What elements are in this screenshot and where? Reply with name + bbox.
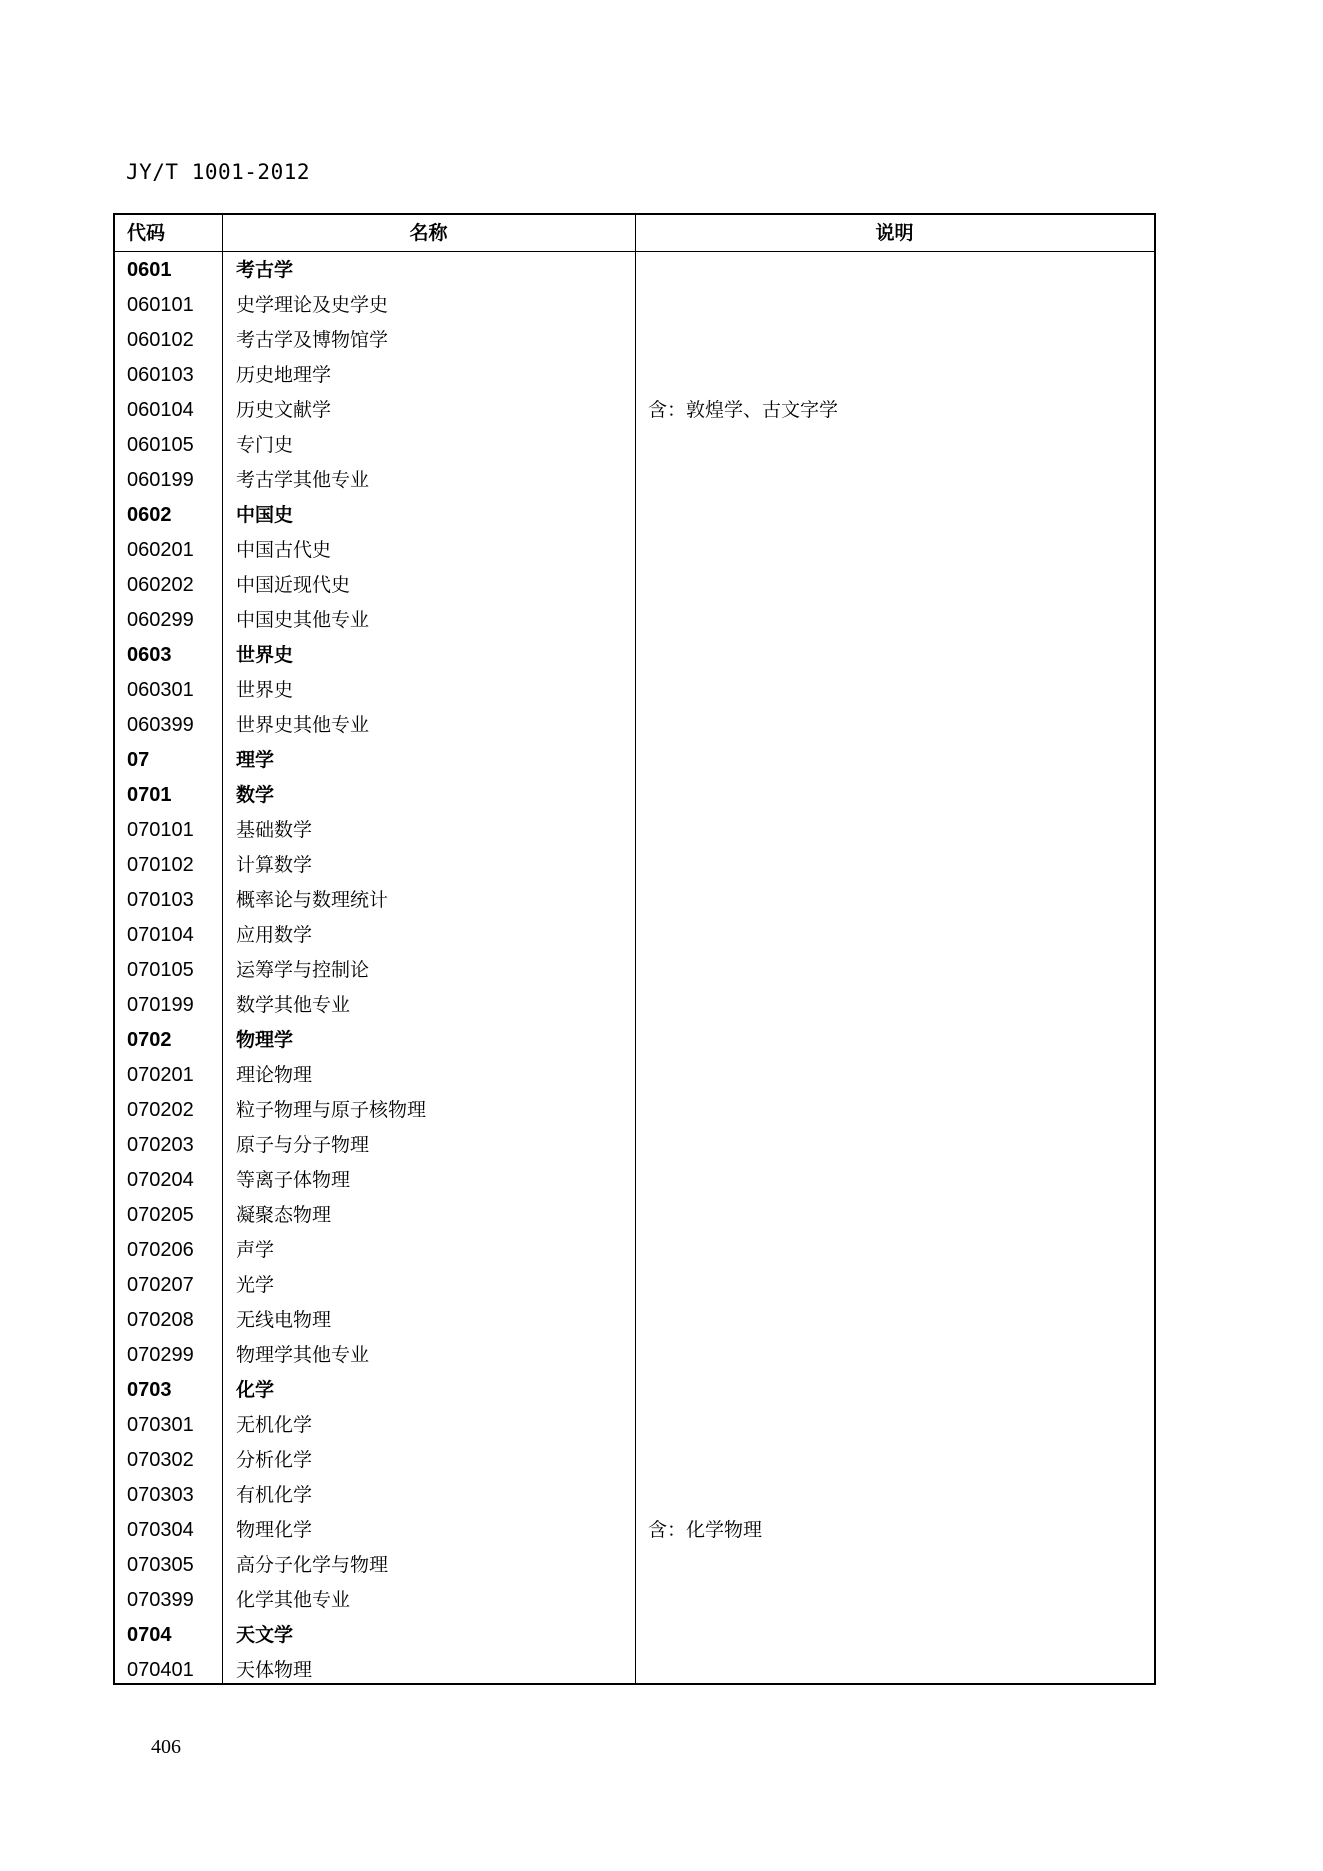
table-row [115,603,1154,638]
table-row [115,1478,1154,1513]
row-name: 基础数学 [236,819,313,841]
table-row [115,1058,1154,1093]
row-name: 史学理论及史学史 [236,294,389,316]
row-name: 等离子体物理 [236,1169,351,1191]
page-number: 406 [151,1736,181,1758]
row-name: 世界史 [236,644,294,666]
table-row [115,498,1154,533]
table-row [115,778,1154,813]
table-row [115,918,1154,953]
table-row [115,1653,1154,1688]
header-divider [115,251,1154,252]
table-row [115,568,1154,603]
row-code: 060103 [127,364,194,386]
row-name: 粒子物理与原子核物理 [236,1099,427,1121]
row-name: 概率论与数理统计 [236,889,389,911]
row-code: 070301 [127,1414,194,1436]
row-code: 070401 [127,1659,194,1681]
table-row [115,1233,1154,1268]
table-row [115,1128,1154,1163]
row-name: 理学 [236,749,275,771]
row-code: 070207 [127,1274,194,1296]
row-code: 0704 [127,1624,172,1646]
discipline-code-table [113,213,1156,1685]
row-code: 060101 [127,294,194,316]
table-row [115,673,1154,708]
row-code: 060399 [127,714,194,736]
row-code: 0602 [127,504,172,526]
row-name: 中国近现代史 [236,574,351,596]
row-code: 070202 [127,1099,194,1121]
column-header-note: 说明 [875,222,914,244]
table-row [115,253,1154,288]
row-code: 070199 [127,994,194,1016]
row-code: 060199 [127,469,194,491]
row-name: 数学 [236,784,275,806]
row-code: 07 [127,749,150,771]
table-row [115,883,1154,918]
row-code: 060301 [127,679,194,701]
row-name: 世界史其他专业 [236,714,370,736]
row-name: 考古学及博物馆学 [236,329,389,351]
table-row [115,1093,1154,1128]
row-name: 数学其他专业 [236,994,351,1016]
row-code: 070204 [127,1169,194,1191]
row-name: 凝聚态物理 [236,1204,332,1226]
table-row [115,1583,1154,1618]
row-note: 含：化学物理 [648,1519,763,1541]
row-name: 物理学其他专业 [236,1344,370,1366]
row-name: 应用数学 [236,924,313,946]
row-name: 化学 [236,1379,275,1401]
row-code: 070103 [127,889,194,911]
column-header-name: 名称 [409,222,448,244]
table-row [115,638,1154,673]
row-code: 070201 [127,1064,194,1086]
row-name: 中国史 [236,504,294,526]
table-row [115,393,1154,428]
table-row [115,1303,1154,1338]
row-name: 有机化学 [236,1484,313,1506]
table-row [115,428,1154,463]
table-row [115,1338,1154,1373]
row-code: 070302 [127,1449,194,1471]
table-row [115,533,1154,568]
row-code: 070206 [127,1239,194,1261]
row-name: 光学 [236,1274,275,1296]
row-code: 070399 [127,1589,194,1611]
row-code: 060104 [127,399,194,421]
table-row [115,1618,1154,1653]
row-code: 0703 [127,1379,172,1401]
row-name: 世界史 [236,679,294,701]
row-name: 原子与分子物理 [236,1134,370,1156]
row-code: 0601 [127,259,172,281]
row-code: 0701 [127,784,172,806]
table-row [115,288,1154,323]
row-code: 070102 [127,854,194,876]
table-row [115,1163,1154,1198]
row-name: 中国古代史 [236,539,332,561]
row-name: 声学 [236,1239,275,1261]
table-row [115,1548,1154,1583]
row-name: 历史文献学 [236,399,332,421]
row-code: 070101 [127,819,194,841]
row-code: 0702 [127,1029,172,1051]
table-row [115,1023,1154,1058]
row-name: 考古学其他专业 [236,469,370,491]
row-code: 070305 [127,1554,194,1576]
row-name: 无机化学 [236,1414,313,1436]
table-row [115,1408,1154,1443]
table-row [115,953,1154,988]
table-row [115,1373,1154,1408]
row-name: 历史地理学 [236,364,332,386]
row-code: 070205 [127,1204,194,1226]
row-code: 070203 [127,1134,194,1156]
table-row [115,358,1154,393]
table-row [115,463,1154,498]
row-name: 天体物理 [236,1659,313,1681]
row-code: 060299 [127,609,194,631]
row-name: 计算数学 [236,854,313,876]
table-row [115,743,1154,778]
table-row [115,813,1154,848]
row-name: 考古学 [236,259,294,281]
table-body [115,253,1154,1688]
row-name: 中国史其他专业 [236,609,370,631]
table-row [115,1513,1154,1548]
table-row [115,848,1154,883]
document-id: JY/T 1001-2012 [126,160,311,184]
column-header-code: 代码 [127,222,166,244]
row-code: 070208 [127,1309,194,1331]
row-code: 060201 [127,539,194,561]
row-name: 物理化学 [236,1519,313,1541]
row-code: 070303 [127,1484,194,1506]
table-row [115,1443,1154,1478]
row-code: 060202 [127,574,194,596]
row-code: 070105 [127,959,194,981]
row-name: 高分子化学与物理 [236,1554,389,1576]
row-code: 060105 [127,434,194,456]
row-code: 070299 [127,1344,194,1366]
row-name: 运筹学与控制论 [236,959,370,981]
row-code: 060102 [127,329,194,351]
table-row [115,1198,1154,1233]
row-name: 分析化学 [236,1449,313,1471]
table-row [115,708,1154,743]
row-code: 070304 [127,1519,194,1541]
row-code: 0603 [127,644,172,666]
row-note: 含：敦煌学、古文字学 [648,399,839,421]
table-row [115,988,1154,1023]
row-code: 070104 [127,924,194,946]
table-row [115,323,1154,358]
table-row [115,1268,1154,1303]
row-name: 物理学 [236,1029,294,1051]
row-name: 理论物理 [236,1064,313,1086]
row-name: 专门史 [236,434,294,456]
row-name: 化学其他专业 [236,1589,351,1611]
row-name: 天文学 [236,1624,294,1646]
row-name: 无线电物理 [236,1309,332,1331]
